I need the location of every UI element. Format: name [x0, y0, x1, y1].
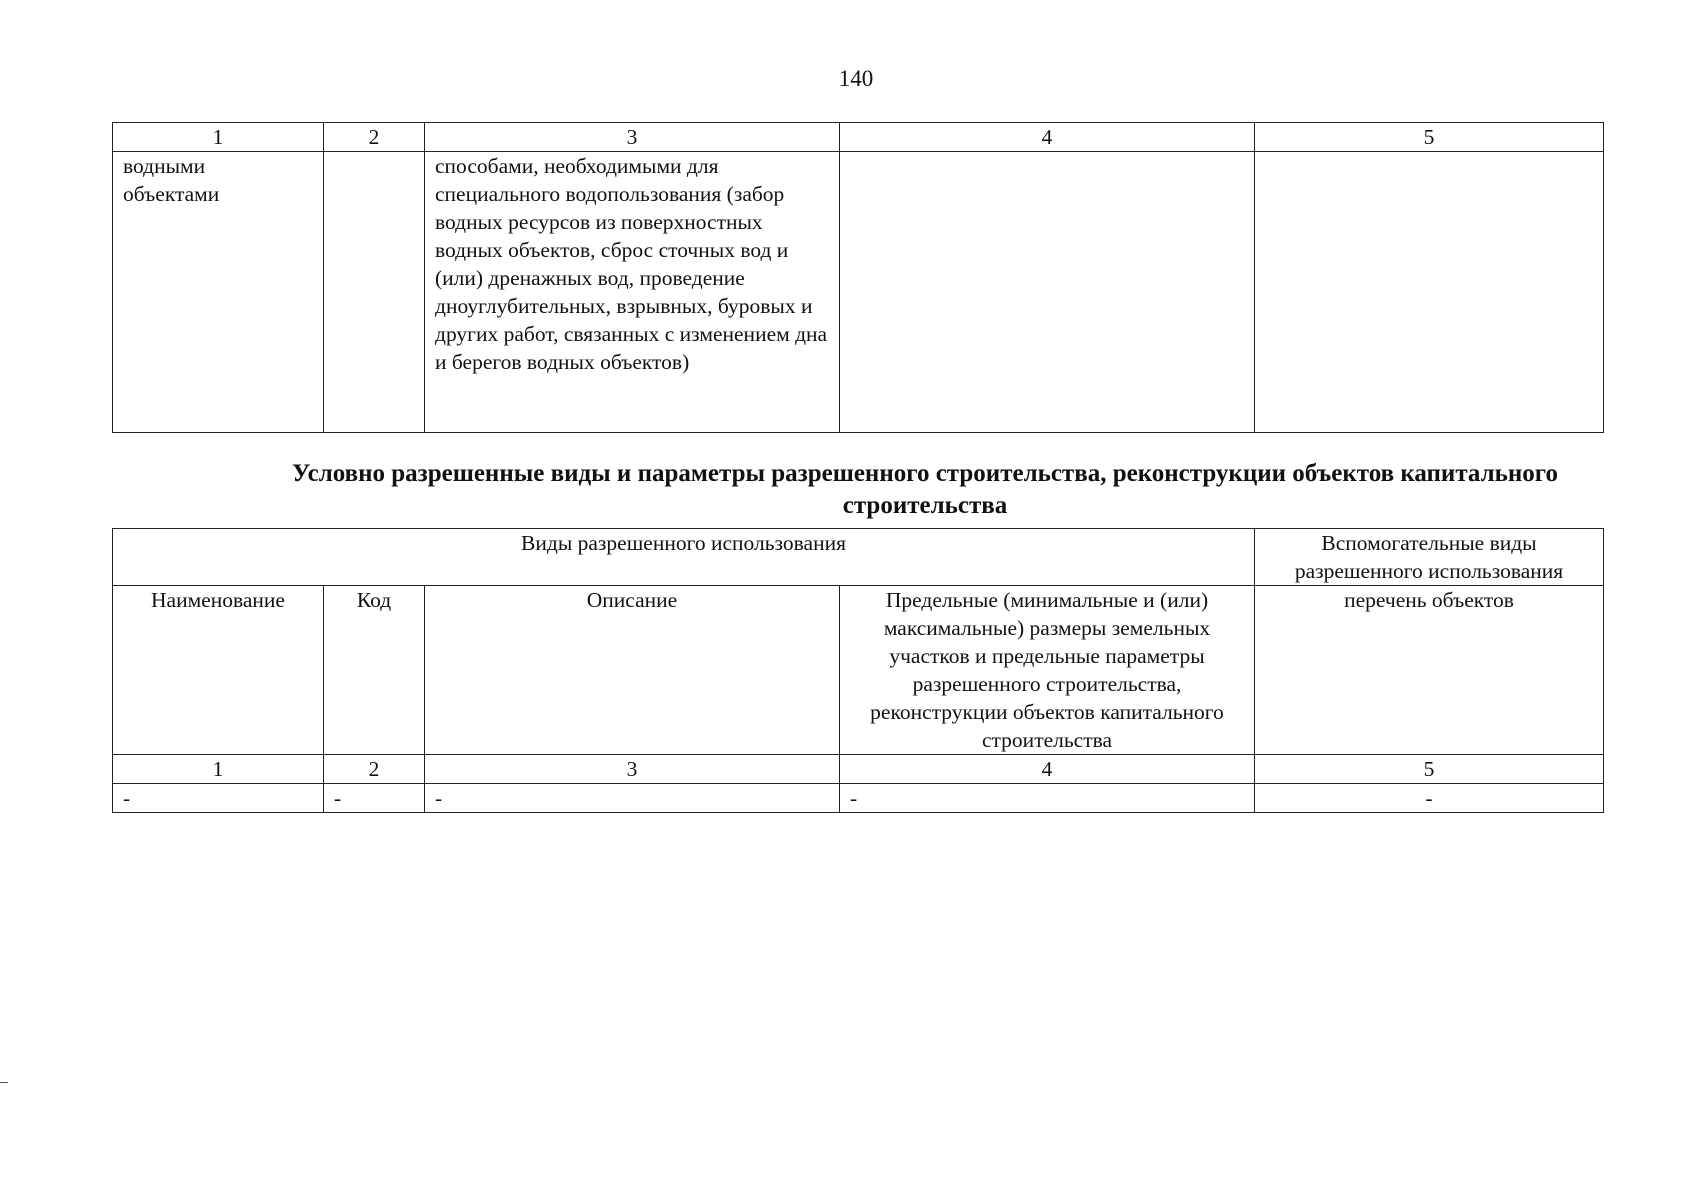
column-number: 3	[425, 755, 840, 784]
column-header-row	[113, 586, 1604, 755]
auxiliary-uses-header: Вспомогательные виды разрешенного использования	[1255, 529, 1604, 586]
limits-column-header: Предельные (минимальные и (или) максимальные) размеры земельных участков и предельные параметры разрешенного строительства, реконструкции объектов капитального строительства	[840, 586, 1255, 755]
table-row	[113, 784, 1604, 813]
column-number: 2	[324, 755, 425, 784]
section-title: Условно разрешенные виды и параметры разрешенного строительства, реконструкции объектов капитального строительства	[291, 460, 1559, 519]
auxiliary-column-header: перечень объектов	[1255, 586, 1604, 755]
name-cell: водными объектами	[113, 152, 324, 433]
code-cell	[324, 152, 425, 433]
table-row	[113, 152, 1604, 433]
margin-mark	[0, 1082, 8, 1083]
column-number: 1	[113, 755, 324, 784]
continued-table	[112, 122, 1604, 433]
auxiliary-cell	[1255, 152, 1604, 433]
permitted-uses-header: Виды разрешенного использования	[113, 529, 1255, 586]
limits-cell: -	[840, 784, 1255, 813]
column-number: 4	[840, 755, 1255, 784]
description-column-header: Описание	[425, 586, 840, 755]
column-number: 3	[425, 123, 840, 152]
column-number: 2	[324, 123, 425, 152]
description-cell: способами, необходимыми для специального водопользования (забор водных ресурсов из поверхностных водных объектов, сброс сточных вод и (или) дренажных вод, проведение дноуглубительных, взрывных, буровых и других работ, связанных с изменением дна и берегов водных объектов)	[425, 152, 840, 433]
column-number: 1	[113, 123, 324, 152]
column-number: 4	[840, 123, 1255, 152]
column-number: 5	[1255, 123, 1604, 152]
code-cell: -	[324, 784, 425, 813]
auxiliary-cell: -	[1255, 784, 1604, 813]
column-number: 5	[1255, 755, 1604, 784]
limits-cell	[840, 152, 1255, 433]
name-cell: -	[113, 784, 324, 813]
column-number-row	[113, 123, 1604, 152]
conditional-uses-table	[112, 528, 1604, 813]
page-number: 140	[838, 66, 874, 91]
code-column-header: Код	[324, 586, 425, 755]
name-column-header: Наименование	[113, 586, 324, 755]
group-header-row	[113, 529, 1604, 586]
column-number-row	[113, 755, 1604, 784]
description-cell: -	[425, 784, 840, 813]
